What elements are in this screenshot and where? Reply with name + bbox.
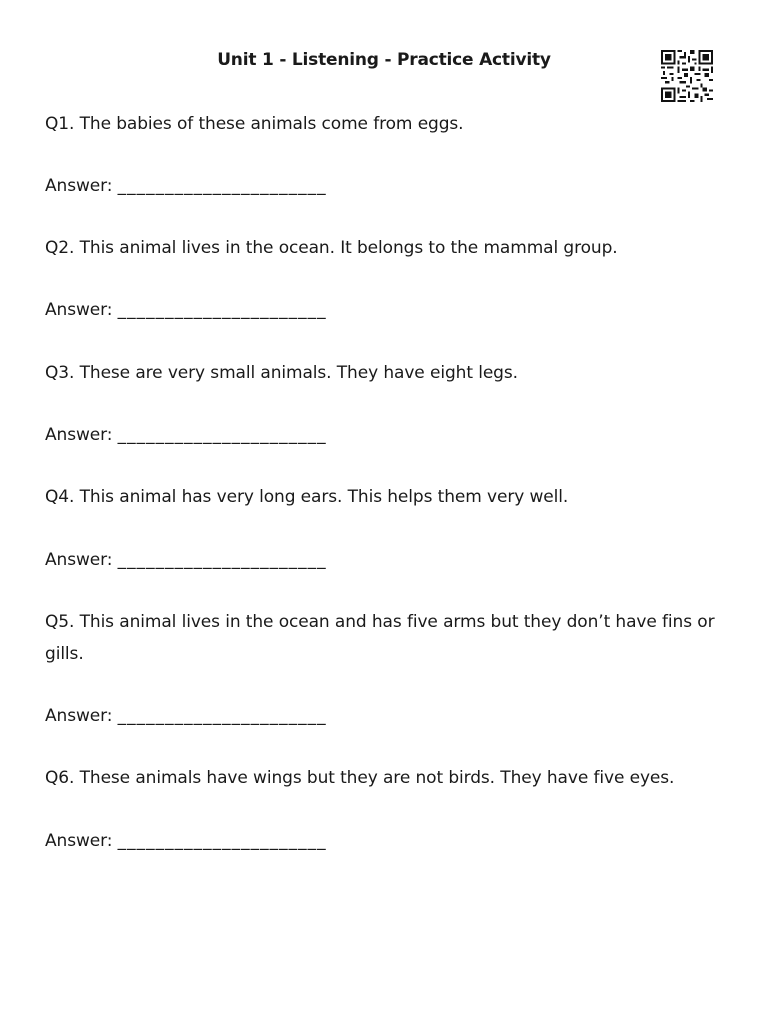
answer-label: Answer: xyxy=(45,176,113,196)
answer-line-2[interactable] xyxy=(45,294,327,326)
answer-label: Answer: xyxy=(45,706,113,726)
qr-code-icon xyxy=(661,50,713,102)
answer-line-1[interactable] xyxy=(45,170,327,202)
question-3: Q3. These are very small animals. They have eight legs. xyxy=(45,363,518,383)
answer-label: Answer: xyxy=(45,831,113,851)
answer-label: Answer: xyxy=(45,300,113,320)
question-6: Q6. These animals have wings but they are not birds. They have five eyes. xyxy=(45,768,675,788)
answer-label: Answer: xyxy=(45,550,113,570)
question-1: Q1. The babies of these animals come from eggs. xyxy=(45,114,464,134)
question-5: Q5. This animal lives in the ocean and has five arms but they don’t have fins or gills. xyxy=(45,612,715,664)
answer-blank: ______________________ xyxy=(117,300,327,320)
answer-blank: ______________________ xyxy=(117,706,327,726)
answer-blank: ______________________ xyxy=(117,176,327,196)
answer-blank: ______________________ xyxy=(117,831,327,851)
answer-line-5[interactable] xyxy=(45,700,327,732)
answer-blank: ______________________ xyxy=(117,550,327,570)
question-2: Q2. This animal lives in the ocean. It belongs to the mammal group. xyxy=(45,238,618,258)
answer-label: Answer: xyxy=(45,425,113,445)
answer-line-6[interactable] xyxy=(45,825,327,857)
answer-line-4[interactable] xyxy=(45,544,327,576)
page-title: Unit 1 - Listening - Practice Activity xyxy=(217,50,551,70)
answer-line-3[interactable] xyxy=(45,419,327,451)
question-4: Q4. This animal has very long ears. This helps them very well. xyxy=(45,487,569,507)
answer-blank: ______________________ xyxy=(117,425,327,445)
